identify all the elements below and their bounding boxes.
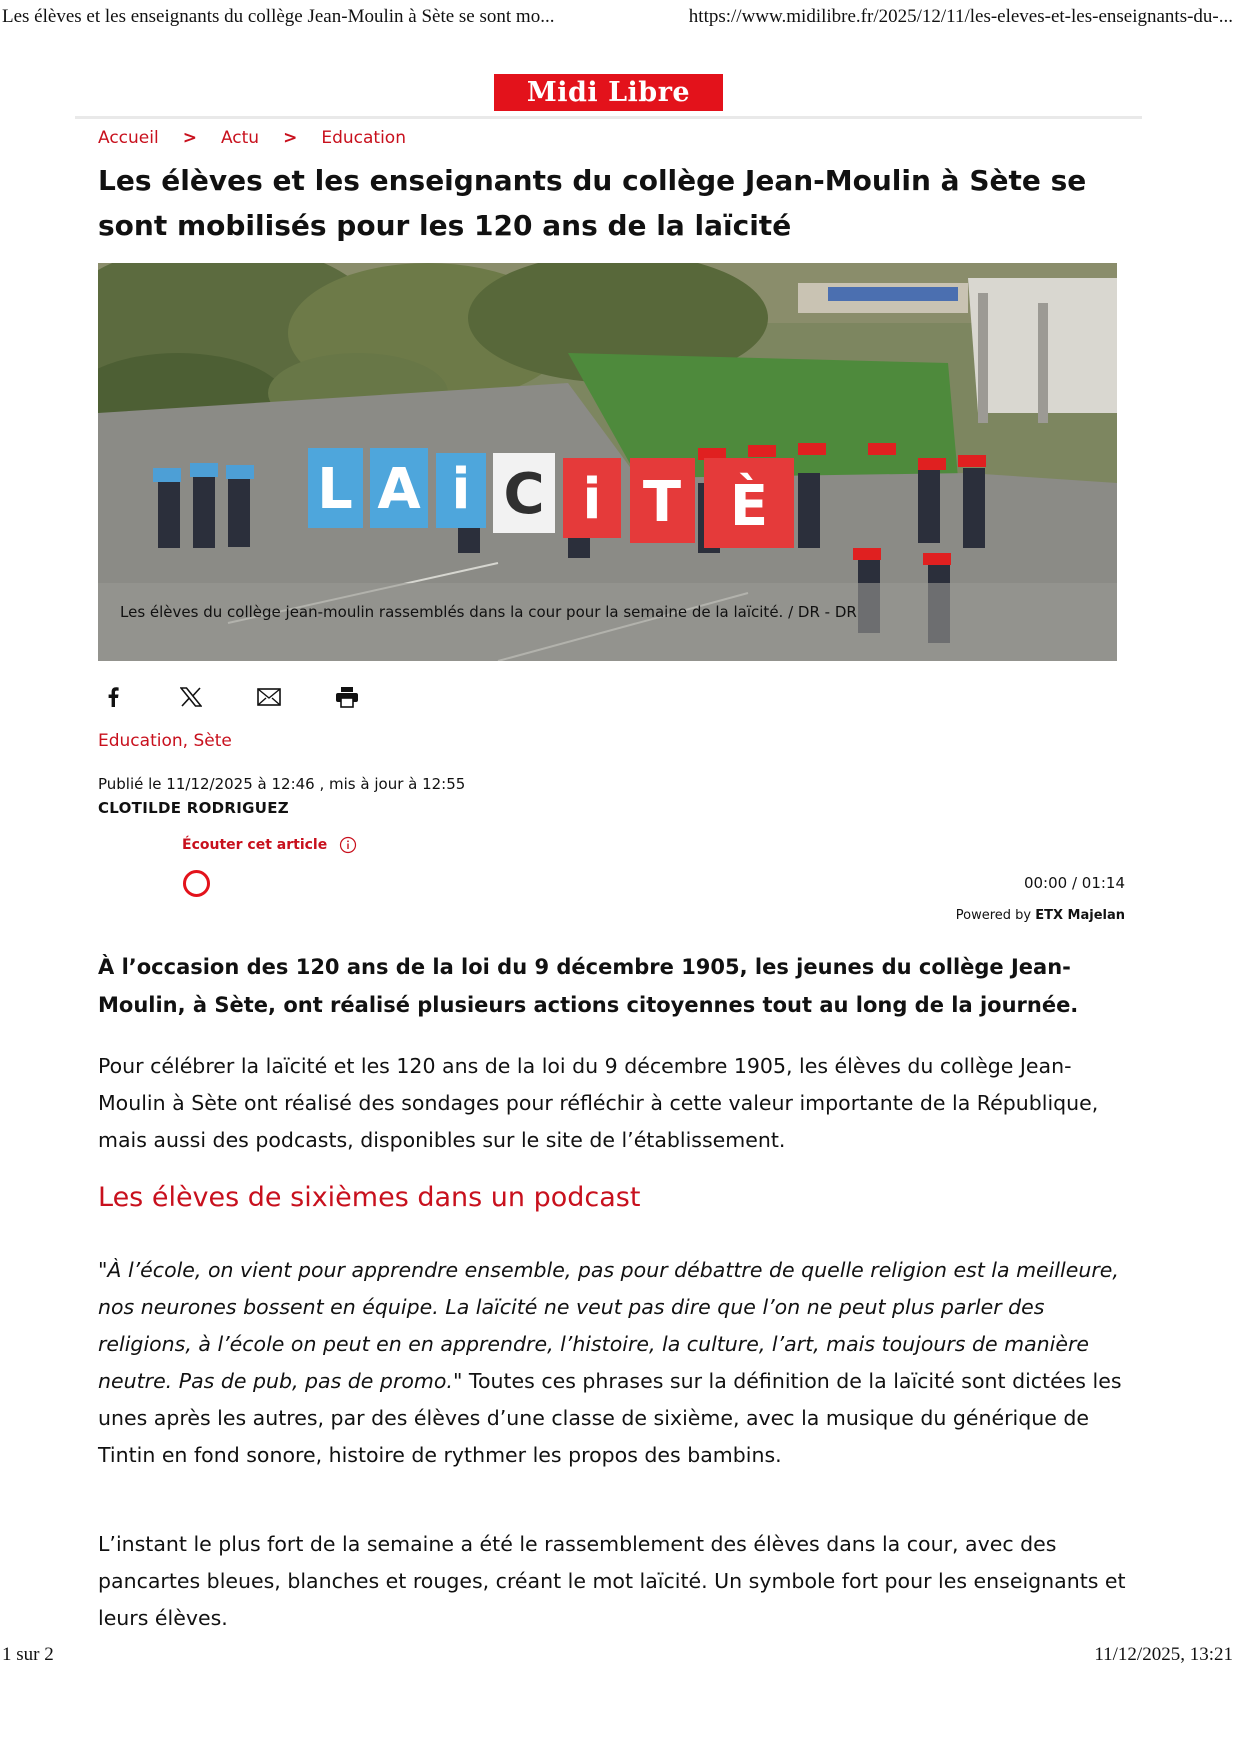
breadcrumb-item-accueil[interactable]: Accueil — [98, 128, 159, 148]
sign-letter: i — [582, 467, 602, 532]
article-paragraph-3: L’instant le plus fort de la semaine a été le rassemblement des élèves dans la cour, avec des pancartes bleues, blanches et rouges, créant le mot laïcité. Un symbole fort pour les enseignants et leurs élèves. — [98, 1532, 1126, 1630]
share-bar — [98, 682, 410, 712]
site-header — [75, 72, 1142, 119]
breadcrumb-separator: > — [182, 128, 197, 148]
print-icon[interactable] — [332, 682, 362, 712]
photo-caption: Les élèves du collège jean-moulin rassemblés dans la cour pour la semaine de la laïcité. / DR - DR — [120, 603, 857, 621]
paragraph-2-text: Toutes ces phrases sur la définition de la laïcité sont dictées les unes après les autres, par des élèves d’une classe de sixième, avec la musique du générique de Tintin en fond sonore, histoire de rythmer les propos des bambins. — [98, 1369, 1122, 1467]
article-title: Les élèves et les enseignants du collège Jean-Moulin à Sète se sont mobilisés pour les 120 ans de la laïcité — [98, 164, 1087, 242]
sign-letter: A — [377, 457, 421, 522]
mail-icon[interactable] — [254, 682, 284, 712]
print-header — [0, 6, 1241, 30]
article-lead: À l’occasion des 120 ans de la loi du 9 décembre 1905, les jeunes du collège Jean-Moulin, à Sète, ont réalisé plusieurs actions citoyennes tout au long de la journée. — [98, 955, 1079, 1017]
breadcrumb-item-education[interactable]: Education — [321, 128, 406, 148]
print-page-number: 1 sur 2 — [2, 1644, 54, 1665]
article-paragraph-1: Pour célébrer la laïcité et les 120 ans de la loi du 9 décembre 1905, les élèves du collège Jean-Moulin à Sète ont réalisé des sondages pour réfléchir à cette valeur importante de la République, mais aussi des podcasts, disponibles sur le site de l’établissement. — [98, 1054, 1099, 1152]
print-footer — [0, 1644, 1241, 1668]
audio-play-button[interactable] — [183, 870, 210, 897]
sign-letter: i — [451, 457, 471, 522]
sign-letter: T — [642, 470, 682, 535]
publish-date: Publié le 11/12/2025 à 12:46 , mis à jour à 12:55 — [98, 775, 466, 793]
powered-by-prefix: Powered by — [955, 908, 1036, 923]
article-paragraph-2 — [98, 1252, 1128, 1474]
audio-powered-by — [956, 908, 1125, 923]
breadcrumb-separator: > — [283, 128, 298, 148]
powered-by-brand[interactable]: ETX Majelan — [1035, 908, 1125, 923]
sign-letter: C — [503, 462, 545, 527]
x-icon[interactable] — [176, 682, 206, 712]
print-url: https://www.midilibre.fr/2025/12/11/les-eleves-et-les-enseignants-du-... — [688, 6, 1233, 27]
print-page-title: Les élèves et les enseignants du collège Jean-Moulin à Sète se sont mo... — [2, 6, 555, 27]
print-datetime: 11/12/2025, 13:21 — [1094, 1644, 1233, 1665]
sign-letter: L — [317, 457, 353, 522]
listen-article-label — [182, 836, 357, 854]
audio-time: 00:00 / 01:14 — [1023, 874, 1125, 892]
publication-info — [98, 772, 465, 820]
breadcrumb-item-actu[interactable]: Actu — [220, 128, 260, 148]
breadcrumb — [98, 126, 406, 150]
podcast-quote: "À l’école, on vient pour apprendre ensemble, pas pour débattre de quelle religion est la meilleure, nos neurones bossent en équipe. La laïcité ne veut pas dire que l’on ne peut plus parler des religions, à l’école on peut en en apprendre, l’histoire, la culture, l’art, mais toujours de manière neutre. Pas de pub, pas de promo." — [98, 1258, 1119, 1393]
article-subheading: Les élèves de sixièmes dans un podcast — [98, 1182, 641, 1213]
sign-letter: È — [729, 474, 769, 539]
article-photo — [98, 263, 1117, 661]
author-name[interactable]: CLOTILDE RODRIGUEZ — [98, 799, 289, 817]
listen-article-text: Écouter cet article — [182, 837, 328, 853]
info-icon[interactable] — [339, 836, 357, 854]
article-tags[interactable]: Education, Sète — [98, 731, 232, 751]
midi-libre-logo[interactable]: Midi Libre — [494, 74, 723, 111]
facebook-icon[interactable] — [98, 682, 128, 712]
